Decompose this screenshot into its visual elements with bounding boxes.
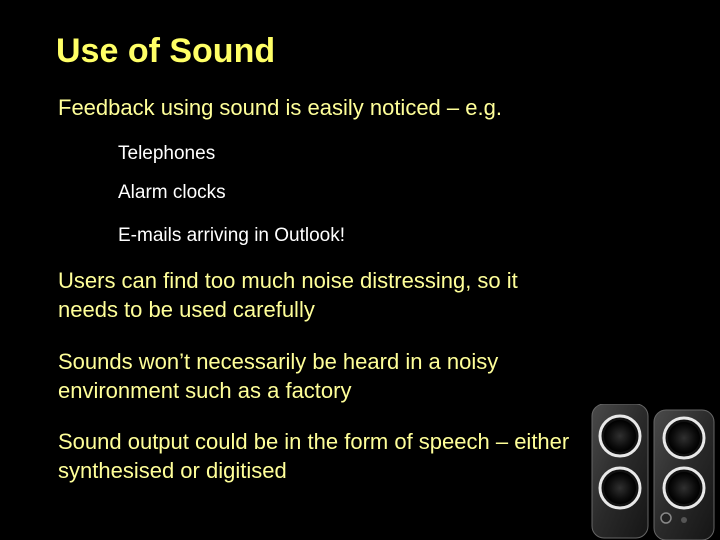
point-speech-line1: Sound output could be in the form of speech – either xyxy=(58,429,570,454)
speakers-icon xyxy=(588,404,720,540)
example-telephones: Telephones xyxy=(118,143,216,164)
point-noisy-environment-line1: Sounds won’t necessarily be heard in a noisy xyxy=(58,349,499,374)
point-speech-line2: synthesised or digitised xyxy=(58,458,287,483)
point-noise xyxy=(58,266,518,324)
point-noise-line1: Users can find too much noise distressing, so it xyxy=(58,268,518,293)
slide-title: Use of Sound xyxy=(56,32,276,70)
intro-text: Feedback using sound is easily noticed – e.g. xyxy=(58,95,502,120)
point-speech xyxy=(58,427,569,485)
example-emails: E-mails arriving in Outlook! xyxy=(118,225,346,246)
point-noisy-environment-line2: environment such as a factory xyxy=(58,378,352,403)
example-alarm-clocks: Alarm clocks xyxy=(118,182,226,203)
point-noisy-environment xyxy=(58,347,498,405)
point-noise-line2: needs to be used carefully xyxy=(58,297,315,322)
